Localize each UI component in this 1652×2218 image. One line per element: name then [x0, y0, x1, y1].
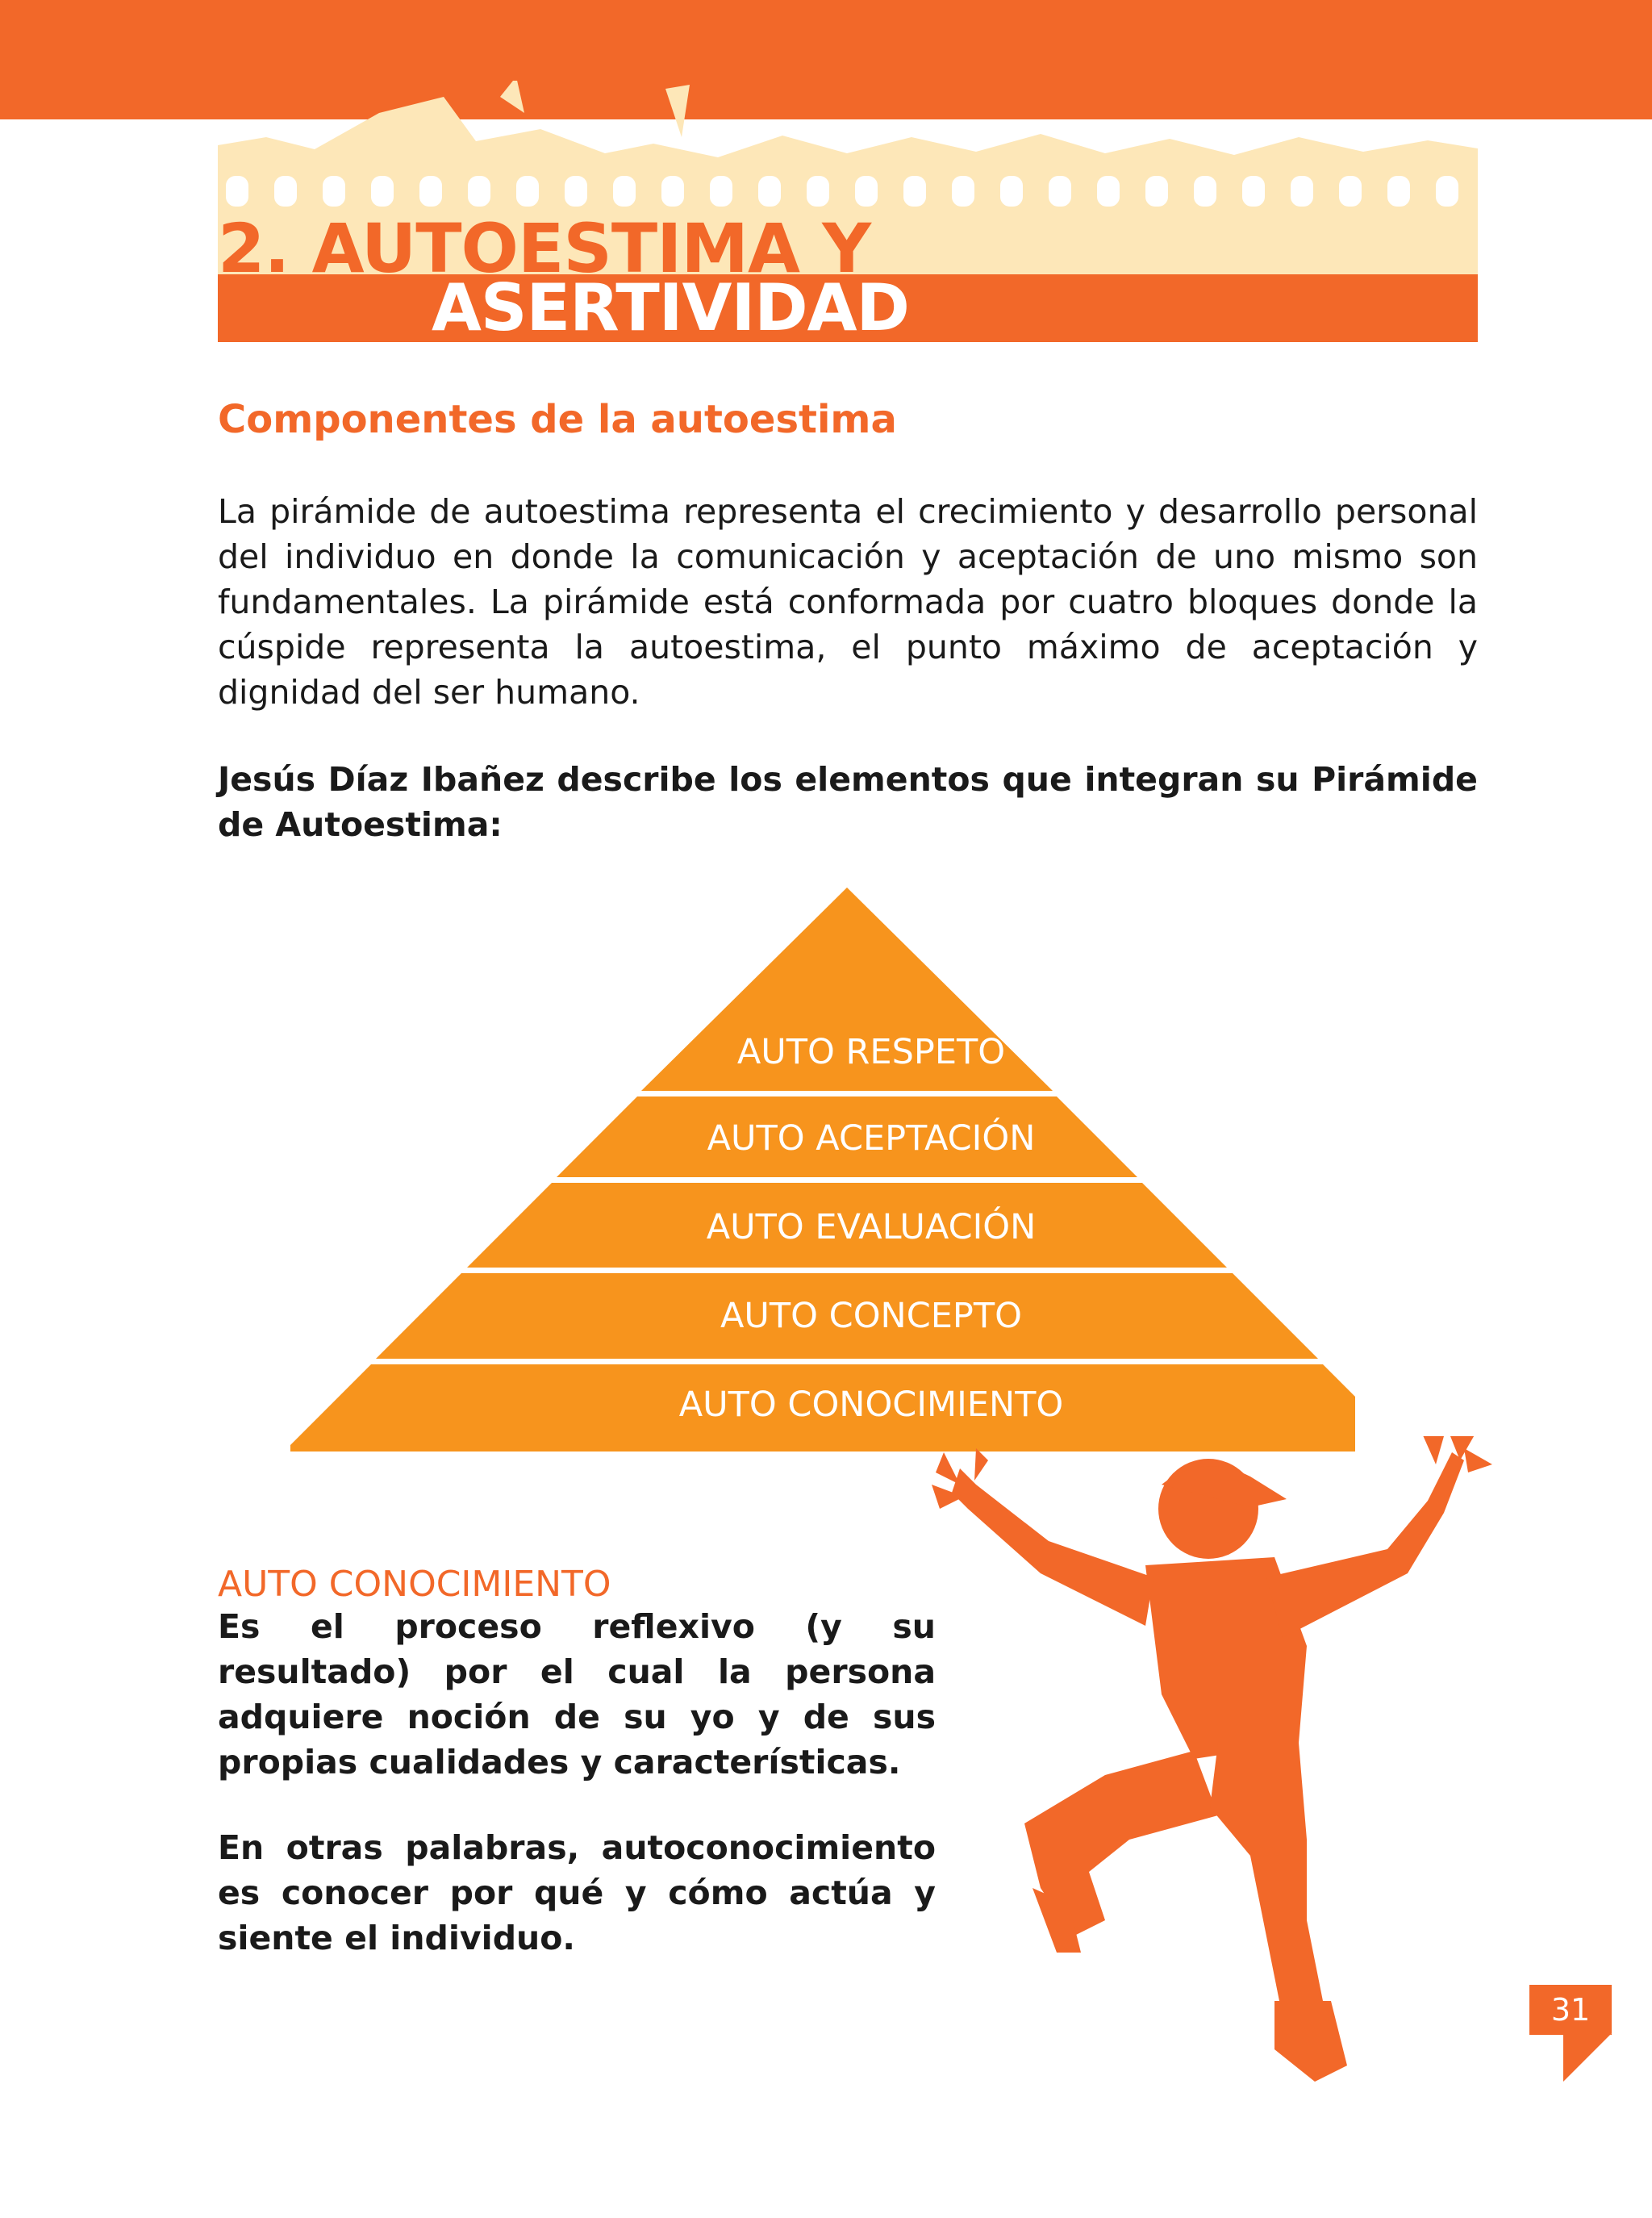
pyramid-label-auto-conocimiento: AUTO CONOCIMIENTO: [678, 1385, 1064, 1425]
chapter-number: 2.: [218, 209, 290, 288]
page-number: 31: [1529, 1985, 1612, 2035]
auto-conocimiento-paragraph-1: Es el proceso reflexivo (y su resultado) por el cual la persona adquiere noción de su yo y de sus propias cualidades y características.: [218, 1607, 936, 1782]
pyramid-label-auto-evaluacion: AUTO EVALUACIÓN: [706, 1207, 1037, 1247]
chapter-title-text: AUTOESTIMA Y: [311, 209, 871, 288]
auto-conocimiento-paragraph-2: En otras palabras, autoconocimiento es conocer por qué y cómo actúa y siente el individuo.: [218, 1828, 936, 1957]
page-corner-icon: [1563, 2033, 1612, 2082]
chapter-title-line2: ASERTIVIDAD: [432, 270, 909, 345]
section-heading: Componentes de la autoestima: [218, 397, 897, 442]
self-esteem-pyramid: [290, 888, 1484, 1460]
jumping-person-illustration: [928, 1436, 1500, 2098]
jumping-person-silhouette: [928, 1436, 1500, 2098]
lead-paragraph: Jesús Díaz Ibañez describe los elementos que integran su Pirámide de Autoestima:: [218, 760, 1478, 844]
intro-paragraph: La pirámide de autoestima representa el crecimiento y desarrollo personal del individuo en donde la comunicación y aceptación de uno mismo son fundamentales. La pirámide está conformada por cuatro bloques donde la cúspide representa la autoestima, el punto máximo de aceptación y dignidad del ser humano.: [218, 492, 1478, 712]
pyramid-label-auto-respeto: AUTO RESPETO: [736, 1032, 1006, 1072]
pyramid-label-auto-aceptacion: AUTO ACEPTACIÓN: [707, 1118, 1036, 1159]
auto-conocimiento-heading: AUTO CONOCIMIENTO: [218, 1564, 611, 1605]
pyramid-shape: [290, 888, 1355, 1452]
pyramid-label-auto-concepto: AUTO CONCEPTO: [720, 1296, 1022, 1336]
